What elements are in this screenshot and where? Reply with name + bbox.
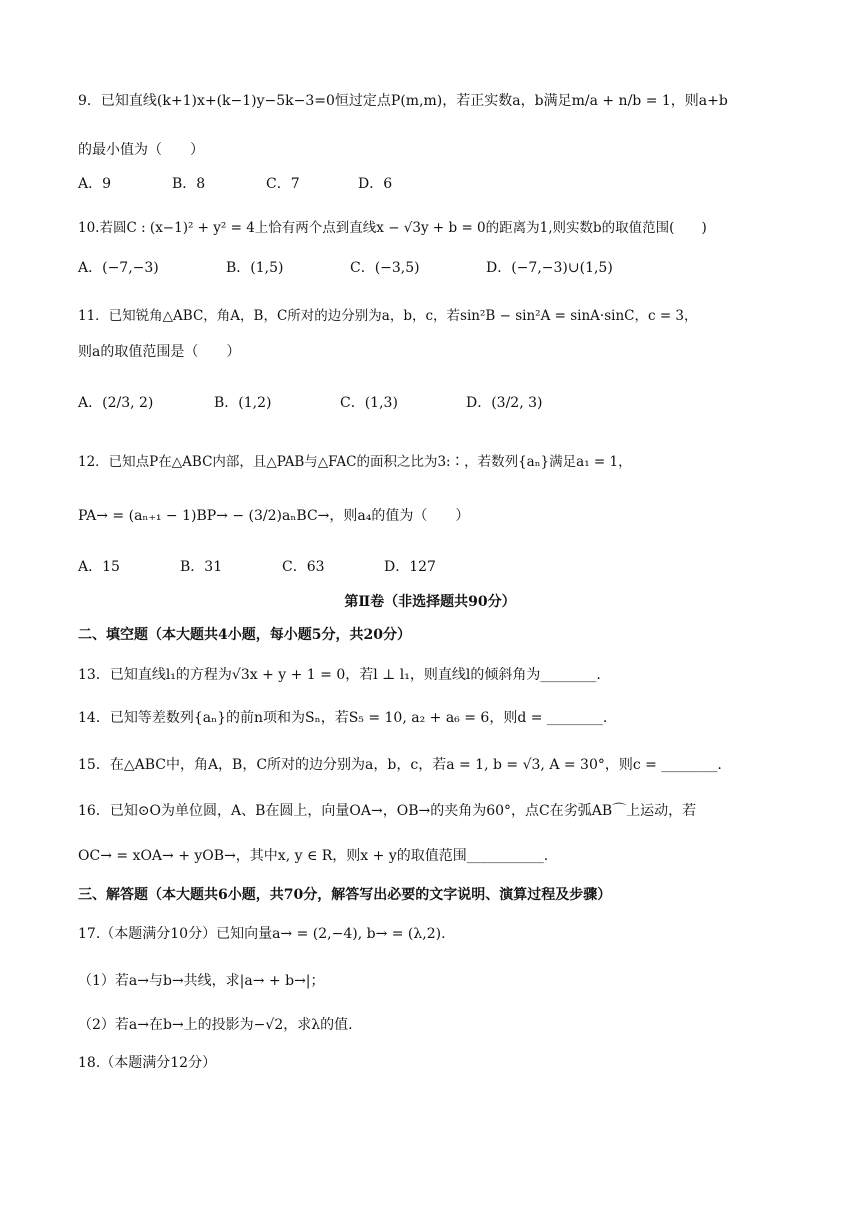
q15-text: 15．在△ABC中，角A，B，C所对的边分别为a，b，c，若a = 1, b = √3, A = 30°，则c = ________. [78, 757, 722, 773]
q10-option-c: C．(−3,5) [350, 260, 420, 276]
q12-options [78, 556, 790, 578]
q10-option-a: A．(−7,−3) [78, 260, 159, 276]
part2-title: 第Ⅱ卷（非选择题共90分） [344, 594, 516, 610]
q9-options [78, 173, 790, 195]
q9-option-a: A．9 [78, 176, 112, 192]
q12-option-c: C．63 [282, 559, 325, 575]
q9-option-b: B．8 [172, 176, 206, 192]
q12-stem-line2: PA→ = (aₙ₊₁ − 1)BP→ − (3/2)aₙBC→，则a₄的值为（ ） [78, 508, 470, 524]
q9-option-d: D．6 [358, 176, 393, 192]
q12-option-a: A．15 [78, 559, 120, 575]
q16-line2: OC→ = xOA→ + yOB→，其中x, y ∈ R，则x + y的取值范围___________. [78, 848, 549, 864]
section2-title: 二、填空题（本大题共4小题，每小题5分，共20分） [78, 627, 411, 643]
q17-part1: （1）若a→与b→共线，求|a→ + b→|； [78, 973, 325, 989]
q10-stem: 10.若圆C : (x−1)² + y² = 4上恰有两个点到直线x − √3y + b = 0的距离为1,则实数b的取值范围( ) [78, 220, 707, 236]
section3-title: 三、解答题（本大题共6小题，共70分，解答写出必要的文字说明、演算过程及步骤） [78, 887, 612, 903]
q10-option-d: D．(−7,−3)∪(1,5) [486, 260, 613, 276]
q14-text: 14．已知等差数列{aₙ}的前n项和为Sₙ，若S₅ = 10, a₂ + a₆ = 6，则d = ________. [78, 710, 608, 726]
q12-option-b: B．31 [180, 559, 223, 575]
q12-option-d: D．127 [384, 559, 436, 575]
q9-option-c: C．7 [266, 176, 300, 192]
q17-stem: 17.（本题满分10分）已知向量a→ = (2,−4), b→ = (λ,2). [78, 926, 446, 942]
q11-options [78, 392, 790, 414]
q11-option-c: C．(1,3) [340, 395, 398, 411]
q11-option-b: B．(1,2) [214, 395, 272, 411]
q10-option-b: B．(1,5) [226, 260, 284, 276]
q11-option-d: D．(3/2, 3) [466, 395, 543, 411]
q11-stem-line1: 11．已知锐角△ABC，角A，B，C所对的边分别为a，b，c，若sin²B − sin²A = sinA·sinC，c = 3， [78, 308, 698, 324]
q11-stem-line2: 则a的取值范围是（ ） [78, 344, 241, 360]
q9-stem-line1: 9．已知直线(k+1)x+(k−1)y−5k−3=0恒过定点P(m,m)，若正实数a，b满足m/a + n/b = 1，则a+b [78, 93, 728, 109]
q16-line1: 16．已知⊙O为单位圆，A、B在圆上，向量OA→，OB→的夹角为60°，点C在劣弧AB⌒上运动，若 [78, 803, 697, 819]
q17-part2: （2）若a→在b→上的投影为−√2，求λ的值. [78, 1017, 353, 1033]
q18-stem: 18.（本题满分12分） [78, 1055, 217, 1071]
q11-option-a: A．(2/3, 2) [78, 395, 154, 411]
q9-stem-line2: 的最小值为（ ） [78, 142, 204, 158]
q10-options [78, 257, 790, 279]
q13-text: 13．已知直线l₁的方程为√3x + y + 1 = 0，若l ⊥ l₁，则直线l的倾斜角为________. [78, 667, 601, 683]
q12-stem-line1: 12．已知点P在△ABC内部，且△PAB与△FAC的面积之比为3:∶，若数列{aₙ}满足a₁ = 1， [78, 454, 632, 470]
